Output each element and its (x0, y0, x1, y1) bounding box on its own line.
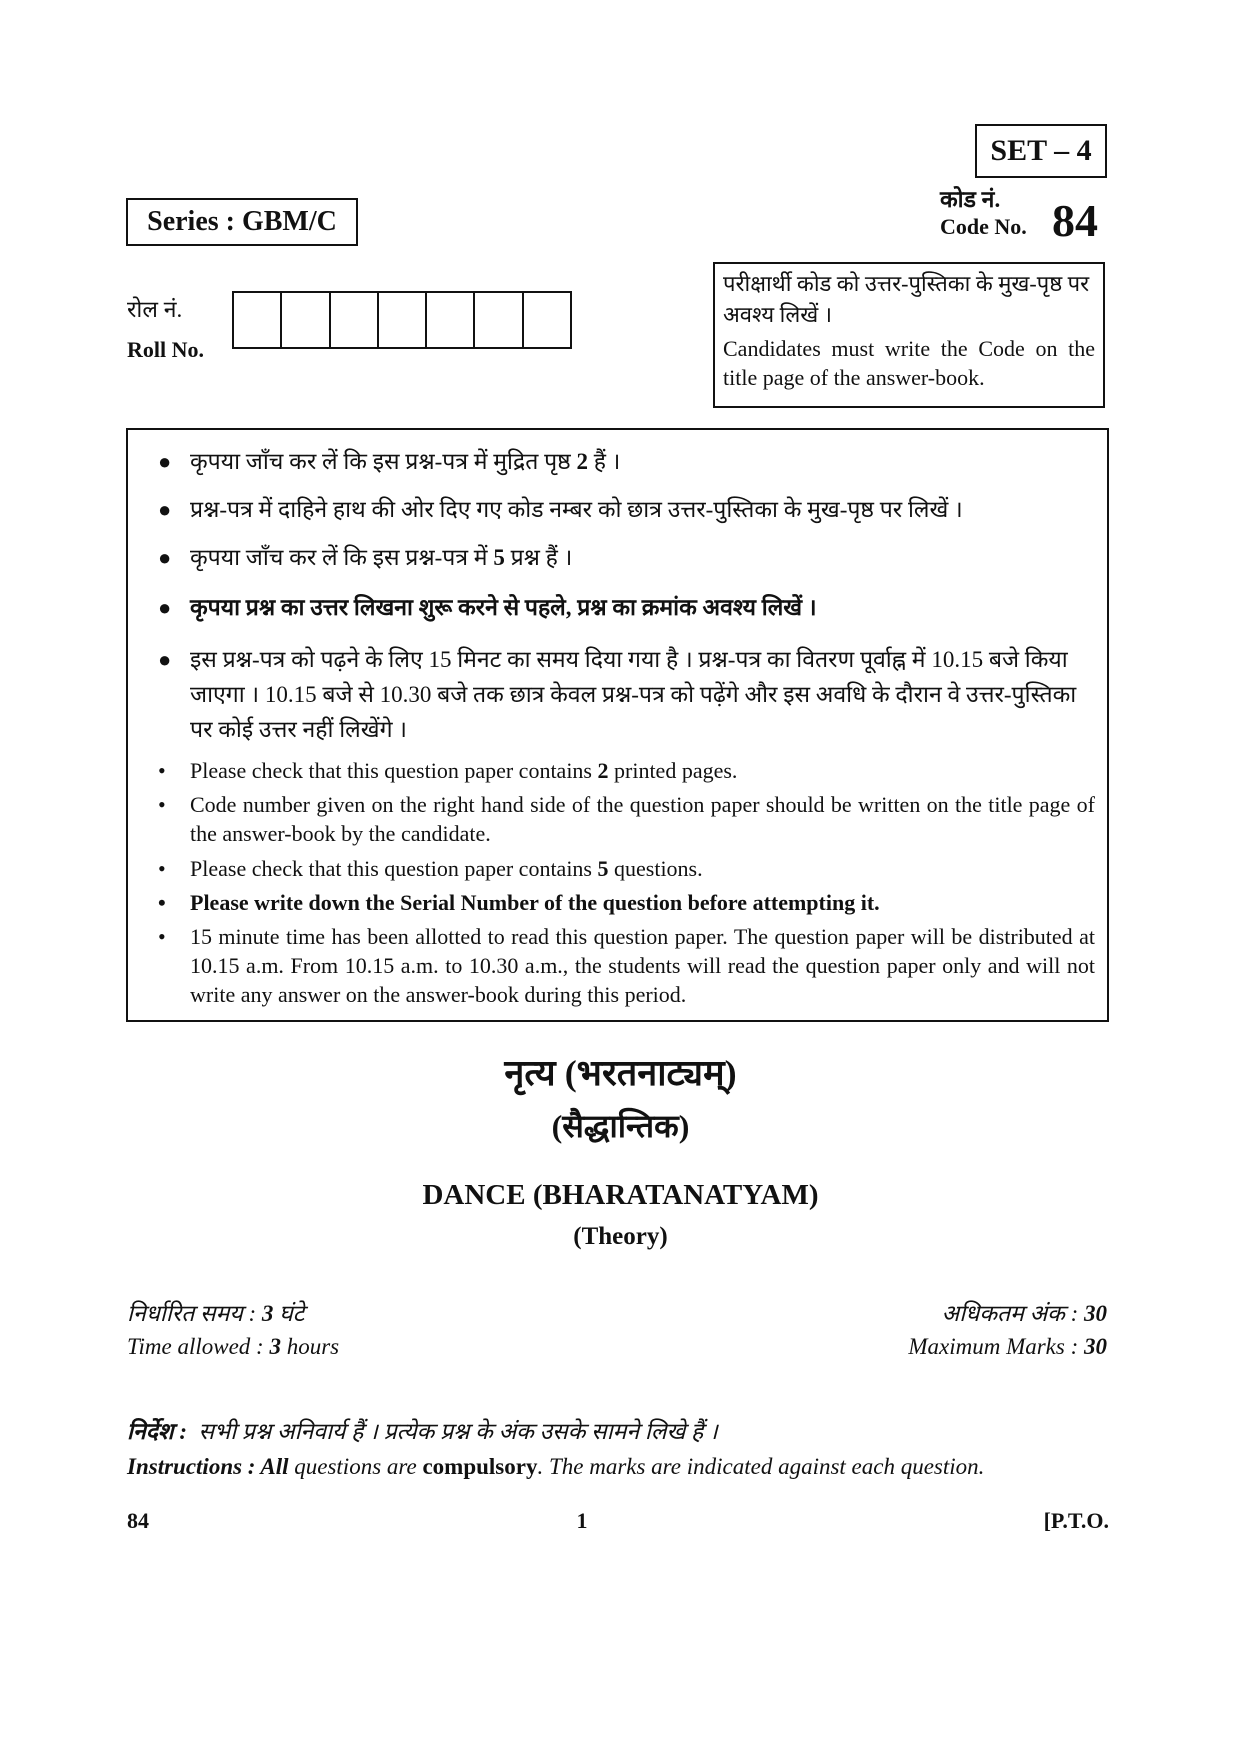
instruction-en-5 (158, 922, 1095, 1009)
text: questions. (608, 856, 703, 881)
roll-label (127, 290, 204, 370)
candidate-note-box (713, 262, 1105, 408)
instruction-en-1 (158, 756, 1095, 785)
bullet-icon: • (158, 924, 166, 949)
max-marks-hindi (942, 1296, 1107, 1328)
text: निर्धारित समय : (127, 1301, 262, 1326)
directions-english (127, 1454, 984, 1480)
bullet-icon: • (158, 758, 166, 783)
subject-title-english: DANCE (BHARATANATYAM) (422, 1179, 819, 1211)
roll-cell[interactable] (427, 293, 475, 347)
footer-code: 84 (127, 1508, 149, 1533)
bullet-icon: • (158, 792, 166, 817)
text: Instructions : (127, 1454, 261, 1479)
roll-cell[interactable] (282, 293, 330, 347)
general-instructions-box (126, 428, 1109, 1022)
roll-label-hindi: रोल नं. (127, 297, 183, 322)
bullet-icon: ● (158, 449, 172, 474)
code-label-english: Code No. (940, 214, 1027, 239)
subject-subtitle-hindi: (सैद्धान्तिक) (551, 1108, 690, 1144)
instruction-hi-5 (158, 642, 1095, 747)
instruction-hi-2 (158, 492, 1090, 527)
subject-subtitle-english: (Theory) (573, 1223, 668, 1250)
text: सभी प्रश्न अनिवार्य हैं । प्रत्येक प्रश्न के अंक उसके सामने लिखे हैं । (198, 1419, 718, 1444)
directions-hindi (127, 1414, 718, 1446)
code-label (940, 186, 1027, 240)
text: hours (280, 1334, 340, 1359)
bullet-icon: • (158, 890, 166, 915)
bullet-icon: ● (158, 497, 172, 522)
roll-label-english: Roll No. (127, 337, 204, 362)
text: 30 (1084, 1334, 1107, 1359)
text: Code number given on the right hand side of the question paper should be written on the title page of the answer-book by the candidate. (190, 792, 1095, 846)
time-allowed-hindi (127, 1296, 304, 1328)
text: अधिकतम अंक : (941, 1301, 1084, 1326)
code-number: 84 (1052, 195, 1098, 246)
text: Time allowed : (127, 1334, 270, 1359)
instruction-hi-3 (158, 540, 1090, 575)
text: Maximum Marks : (908, 1334, 1084, 1359)
instruction-en-4 (158, 888, 1095, 917)
candidate-note-hindi: परीक्षार्थी कोड को उत्तर-पुस्तिका के मुख-पृष्ठ पर अवश्य लिखें । (723, 271, 1090, 327)
bullet-icon: • (158, 856, 166, 881)
text: कृपया जाँच कर लें कि इस प्रश्न-पत्र में (190, 545, 494, 570)
page-number: 1 (576, 1508, 588, 1533)
text: कृपया प्रश्न का उत्तर लिखना शुरू करने से पहले, प्रश्न का क्रमांक अवश्य लिखें । (190, 595, 817, 620)
text: 5 (597, 856, 609, 881)
text: इस प्रश्न-पत्र को पढ़ने के लिए 15 मिनट का समय दिया गया है । प्रश्न-पत्र का वितरण पूर्वाह्न में 10.15 बजे किया जाएगा । 10.15 बजे से 10.30 बजे तक छात्र केवल प्रश्न-पत्र को पढ़ेंगे और इस अवधि के दौरान वे उत्तर-पुस्तिका पर कोई उत्तर नहीं लिखेंगे । (190, 647, 1077, 742)
text: 3 (269, 1334, 281, 1359)
instruction-hi-4 (158, 590, 1090, 625)
text: questions are (288, 1454, 423, 1479)
set-label: SET – 4 (975, 124, 1107, 178)
roll-cell[interactable] (475, 293, 523, 347)
text: हैं । (587, 449, 621, 474)
pto-label: [P.T.O. (1043, 1508, 1109, 1533)
roll-cell[interactable] (331, 293, 379, 347)
roll-cell[interactable] (234, 293, 282, 347)
bullet-icon: ● (158, 595, 172, 620)
instruction-en-2 (158, 790, 1095, 848)
code-label-hindi: कोड नं. (940, 187, 1001, 212)
text: Please write down the Serial Number of the question before attempting it. (190, 890, 880, 915)
text: घंटे (273, 1301, 305, 1326)
subject-title-hindi: नृत्य (भरतनाट्यम्) (504, 1053, 737, 1093)
time-allowed-english (127, 1334, 339, 1360)
bullet-icon: ● (158, 647, 172, 672)
instruction-en-3 (158, 854, 1095, 883)
text: कृपया जाँच कर लें कि इस प्रश्न-पत्र में मुद्रित पृष्ठ (190, 449, 577, 474)
text: 3 (261, 1301, 274, 1326)
text: प्रश्न हैं । (504, 545, 573, 570)
text: 5 (493, 545, 505, 570)
text: 2 (576, 449, 588, 474)
text: 2 (597, 758, 609, 783)
text: 15 minute time has been allotted to read this question paper. The question paper will be distributed at 10.15 a.m. From 10.15 a.m. to 10.30 a.m., the students will read the question paper only and will not write any answer on the answer-book during this period. (190, 924, 1095, 1007)
bullet-icon: ● (158, 545, 172, 570)
text: Please check that this question paper contains (190, 856, 598, 881)
candidate-note-english: Candidates must write the Code on the title page of the answer-book. (723, 336, 1095, 390)
text: . The marks are indicated against each question. (537, 1454, 985, 1479)
text: Please check that this question paper contains (190, 758, 598, 783)
roll-cell[interactable] (524, 293, 570, 347)
text: printed pages. (608, 758, 738, 783)
roll-cell[interactable] (379, 293, 427, 347)
instruction-hi-1 (158, 444, 1090, 479)
text: 30 (1084, 1301, 1107, 1326)
text: प्रश्न-पत्र में दाहिने हाथ की ओर दिए गए कोड नम्बर को छात्र उत्तर-पुस्तिका के मुख-पृष्ठ पर लिखें । (190, 497, 963, 522)
max-marks-english (908, 1334, 1107, 1360)
roll-number-grid[interactable] (232, 291, 572, 349)
text: निर्देश : (127, 1419, 187, 1444)
text: compulsory (422, 1454, 538, 1479)
series-label: Series : GBM/C (126, 198, 358, 246)
text: All (260, 1454, 289, 1479)
